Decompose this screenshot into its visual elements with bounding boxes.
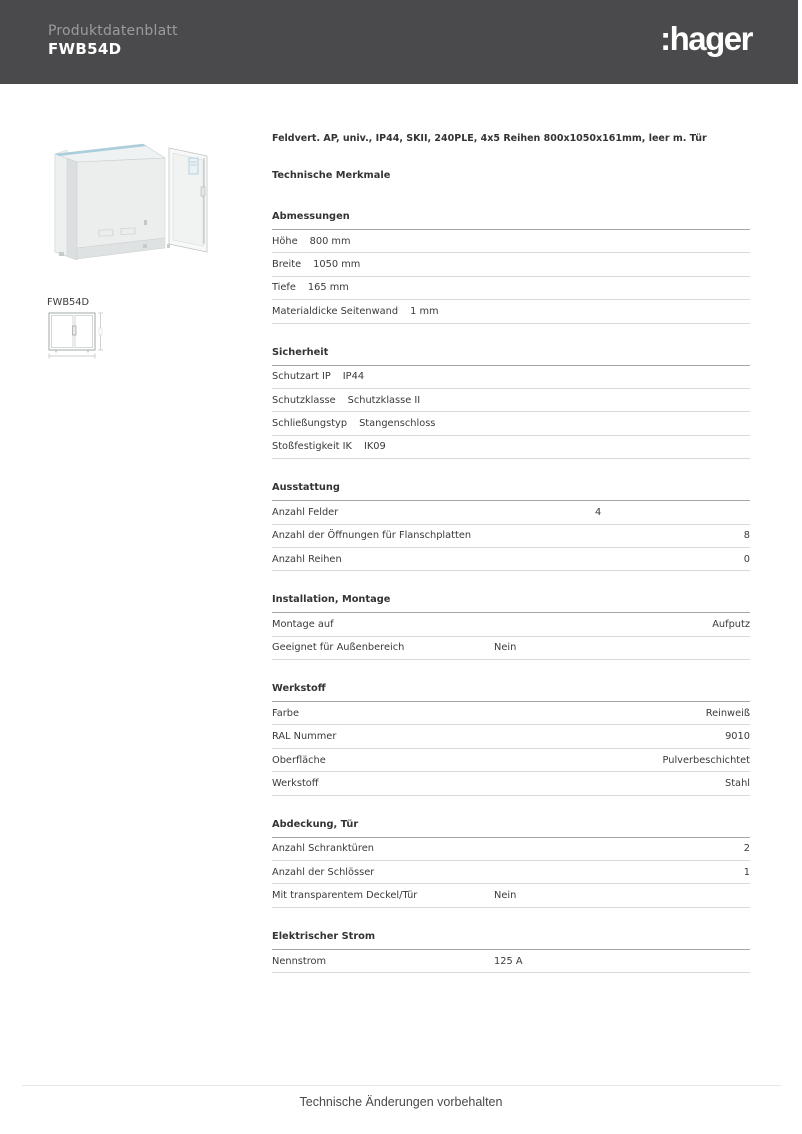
spec-row — [272, 230, 750, 253]
spec-label: Tiefe — [272, 282, 296, 294]
spec-value: 125 A — [494, 955, 523, 967]
product-code: FWB54D — [48, 40, 122, 58]
spec-row — [272, 749, 750, 772]
cabinet-front-drawing — [48, 312, 106, 360]
section-abmessungen — [272, 210, 750, 324]
section-title: Werkstoff — [272, 682, 750, 702]
spec-row — [272, 637, 750, 660]
spec-row — [272, 548, 750, 571]
spec-value: 9010 — [725, 731, 750, 743]
spec-value: 800 mm — [309, 235, 351, 247]
product-photo — [47, 132, 212, 272]
spec-value: 2 — [743, 843, 750, 855]
spec-value: 0 — [743, 553, 750, 565]
section-title: Sicherheit — [272, 346, 750, 366]
spec-value: 1050 mm — [313, 259, 361, 271]
hager-logo: :hager — [660, 20, 752, 57]
spec-value: Stahl — [725, 777, 750, 789]
spec-subtitle: Technische Merkmale — [272, 170, 391, 181]
spec-label: Geeignet für Außenbereich — [272, 642, 405, 654]
section-title: Elektrischer Strom — [272, 930, 750, 950]
section-title: Abmessungen — [272, 210, 750, 230]
spec-row — [272, 525, 750, 548]
spec-value: 1 mm — [410, 305, 439, 317]
section-ausstattung — [272, 481, 750, 571]
spec-row — [272, 412, 750, 435]
product-drawing-thumbnail — [48, 312, 106, 360]
spec-row — [272, 725, 750, 748]
section-title: Ausstattung — [272, 481, 750, 501]
header-bar — [0, 0, 798, 84]
spec-row — [272, 772, 750, 795]
spec-label: RAL Nummer — [272, 731, 337, 743]
spec-label: Stoßfestigkeit IK — [272, 441, 352, 453]
spec-row — [272, 277, 750, 300]
spec-label: Mit transparentem Deckel/Tür — [272, 890, 418, 902]
spec-label: Nennstrom — [272, 955, 327, 967]
spec-row — [272, 366, 750, 389]
spec-label: Schutzart IP — [272, 371, 331, 383]
spec-row — [272, 613, 750, 636]
spec-value: Nein — [494, 642, 517, 654]
spec-row — [272, 389, 750, 412]
section-sicherheit — [272, 346, 750, 460]
spec-value: IP44 — [342, 371, 365, 383]
section-title: Installation, Montage — [272, 593, 750, 613]
spec-row — [272, 300, 750, 323]
spec-value: 1 — [743, 866, 750, 878]
spec-label: Materialdicke Seitenwand — [272, 305, 399, 317]
section-elektrischer-strom — [272, 930, 750, 973]
spec-label: Schließungstyp — [272, 418, 348, 430]
spec-value: 165 mm — [307, 282, 349, 294]
spec-value: 8 — [743, 530, 750, 542]
spec-row — [272, 884, 750, 907]
spec-row — [272, 861, 750, 884]
spec-value: Schutzklasse II — [347, 394, 421, 406]
spec-value: Pulverbeschichtet — [662, 754, 750, 766]
spec-row — [272, 436, 750, 459]
spec-value: Aufputz — [712, 618, 750, 630]
spec-label: Oberfläche — [272, 754, 326, 766]
thumbnail-caption: FWB54D — [47, 297, 90, 308]
spec-value: IK09 — [363, 441, 386, 453]
spec-label: Anzahl Reihen — [272, 553, 342, 565]
spec-label: Schutzklasse — [272, 394, 336, 406]
spec-label: Breite — [272, 259, 302, 271]
spec-value: Nein — [494, 890, 517, 902]
spec-label: Werkstoff — [272, 777, 319, 789]
footer-divider — [22, 1085, 781, 1086]
spec-label: Montage auf — [272, 618, 334, 630]
spec-row — [272, 838, 750, 861]
header-titles — [48, 22, 178, 59]
spec-value: Reinweiß — [705, 707, 750, 719]
spec-panel — [272, 132, 750, 973]
footer-note: Technische Änderungen vorbehalten — [299, 1095, 503, 1109]
spec-label: Anzahl Schranktüren — [272, 843, 374, 855]
spec-label: Anzahl der Schlösser — [272, 866, 375, 878]
product-title: Feldvert. AP, univ., IP44, SKII, 240PLE, 4x5 Reihen 800x1050x161mm, leer m. Tür — [272, 133, 707, 144]
spec-label: Anzahl Felder — [272, 506, 339, 518]
spec-row — [272, 702, 750, 725]
spec-label: Farbe — [272, 707, 300, 719]
spec-value: Stangenschloss — [359, 418, 436, 430]
section-werkstoff — [272, 682, 750, 796]
section-abdeckung-tuer — [272, 818, 750, 908]
spec-label: Höhe — [272, 235, 298, 247]
spec-row — [272, 501, 750, 524]
document-type-label: Produktdatenblatt — [48, 23, 178, 39]
spec-row — [272, 253, 750, 276]
cabinet-photo-illustration — [47, 132, 212, 272]
section-title: Abdeckung, Tür — [272, 818, 750, 838]
spec-row — [272, 950, 750, 973]
spec-value: 4 — [595, 506, 602, 518]
section-installation-montage — [272, 593, 750, 660]
spec-label: Anzahl der Öffnungen für Flanschplatten — [272, 530, 472, 542]
